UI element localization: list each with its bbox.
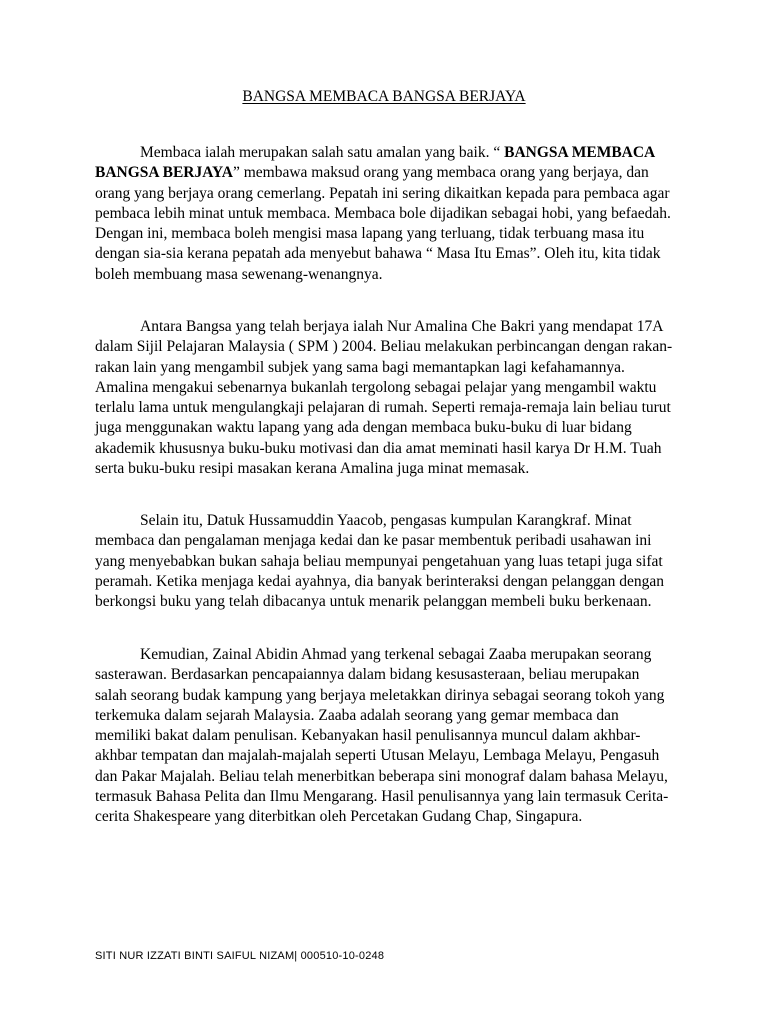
- paragraph-amalina: Antara Bangsa yang telah berjaya ialah Nur Amalina Che Bakri yang mendapat 17A dalam Sijil Pelajaran Malaysia ( SPM ) 2004. Beliau melakukan perbincangan dengan rakan-rakan lain yang mengambil subjek yang sama bagi memantapkan lagi kefahamannya. Amalina mengakui sebenarnya bukanlah tergolong sebagai pelajar yang mengambil waktu terlalu lama untuk mengulangkaji pelajaran di rumah. Seperti remaja-remaja lain beliau turut juga menggunakan waktu lapang yang ada dengan membaca buku-buku di luar bidang akademik khususnya buku-buku motivasi dan dia amat meminati hasil karya Dr H.M. Tuah serta buku-buku resipi masakan kerana Amalina juga minat memasak.: [95, 318, 673, 478]
- paragraph-hussamuddin: Selain itu, Datuk Hussamuddin Yaacob, pengasas kumpulan Karangkraf. Minat membaca dan pengalaman menjaga kedai dan ke pasar membentuk peribadi usahawan ini yang menyebabkan bukan sahaja beliau mempunyai pengetahuan yang luas tetapi juga sifat peramah. Ketika menjaga kedai ayahnya, dia banyak berinteraksi dengan pelanggan dengan berkongsi buku yang telah dibacanya untuk menarik pelanggan membeli buku berkenaan.: [95, 512, 664, 611]
- page-footer: SITI NUR IZZATI BINTI SAIFUL NIZAM| 000510-10-0248: [95, 950, 385, 962]
- paragraph-zaaba: Kemudian, Zainal Abidin Ahmad yang terkenal sebagai Zaaba merupakan seorang sasterawan. Berdasarkan pencapaiannya dalam bidang kesusasteraan, beliau merupakan salah seorang budak kampung yang berjaya meletakkan dirinya sebagai seorang tokoh yang terkemuka dalam sejarah Malaysia. Zaaba adalah seorang yang gemar membaca dan memiliki bakat dalam penulisan. Kebanyakan hasil penulisannya muncul dalam akhbar-akhbar tempatan dan majalah-majalah seperti Utusan Melayu, Lembaga Melayu, Pengasuh dan Pakar Majalah. Beliau telah menerbitkan beberapa sini monograf dalam bahasa Melayu, termasuk Bahasa Pelita dan Ilmu Mengarang. Hasil penulisannya yang lain termasuk Cerita-cerita Shakespeare yang diterbitkan oleh Percetakan Gudang Chap, Singapura.: [95, 646, 669, 826]
- document-title: BANGSA MEMBACA BANGSA BERJAYA: [242, 88, 526, 105]
- paragraph-intro-text-a: Membaca ialah merupakan salah satu amalan yang baik. “: [140, 144, 505, 161]
- paragraph-intro-text-b: ” membawa maksud orang yang membaca orang yang berjaya, dan orang yang berjaya orang cemerlang. Pepatah ini sering dikaitkan kepada para pembaca agar pembaca lebih minat untuk membaca. Membaca bole dijadikan sebagai hobi, yang befaedah. Dengan ini, membaca boleh mengisi masa lapang yang terluang, tidak terbuang masa itu dengan sia-sia kerana pepatah ada menyebut bahawa “ Masa Itu Emas”. Oleh itu, kita tidak boleh membuang masa sewenang-wenangnya.: [95, 164, 671, 283]
- paragraph-intro: [95, 143, 675, 285]
- paragraph-intro-bold-phrase: BANGSA MEMBACA BANGSA BERJAYA: [95, 144, 655, 182]
